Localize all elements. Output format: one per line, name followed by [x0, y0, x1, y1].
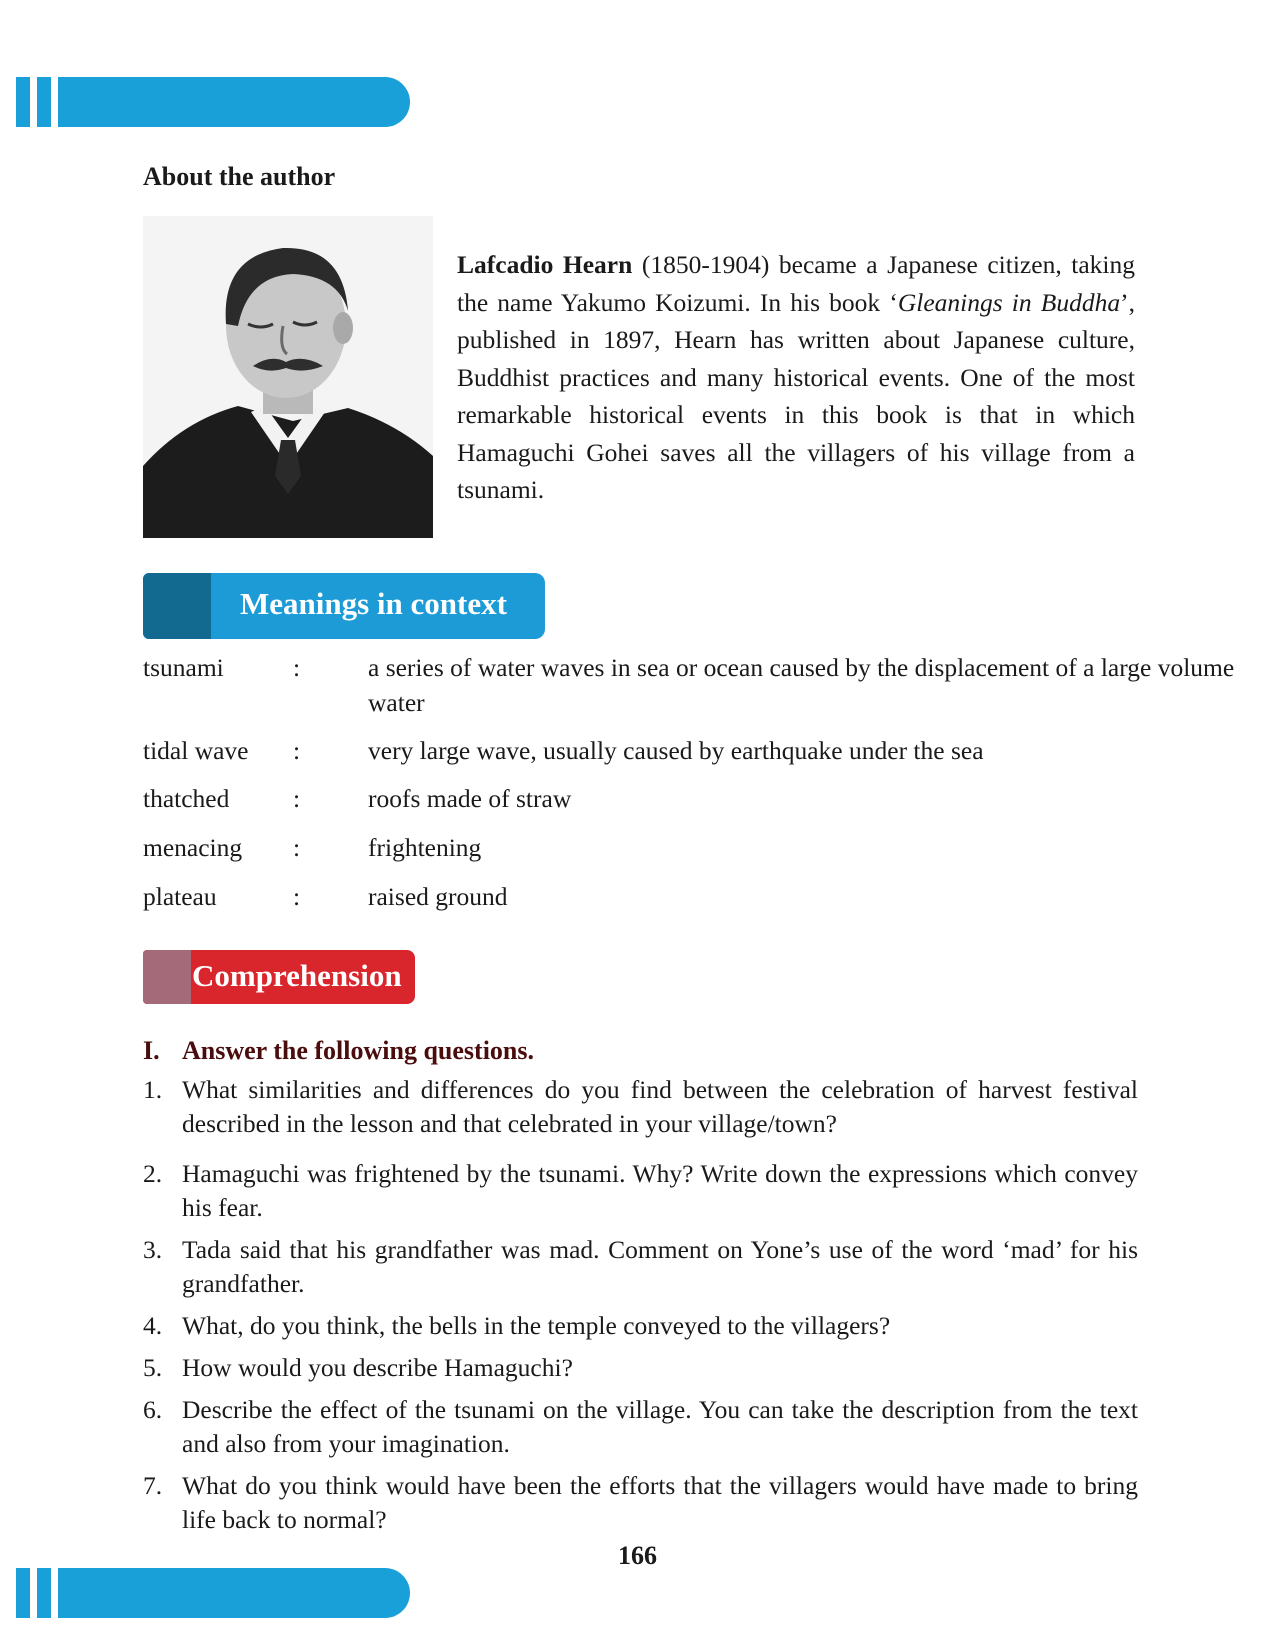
glossary-colon: :	[293, 736, 301, 765]
band-bar	[58, 1568, 410, 1618]
glossary-definition: frightening	[368, 833, 482, 862]
glossary-definition: a series of water waves in sea or ocean caused by the displacement of a large volume water	[368, 653, 1235, 717]
glossary-colon: :	[293, 653, 301, 682]
meanings-in-context-banner	[143, 573, 545, 639]
comprehension-banner	[143, 950, 415, 1004]
banner-accent	[143, 950, 191, 1004]
question-text: What similarities and differences do you find between the celebration of harvest festival described in the lesson and that celebrated in your village/town?	[182, 1075, 1138, 1138]
glossary-colon: :	[293, 882, 301, 911]
band-stripe	[16, 77, 30, 127]
bottom-decorative-band	[0, 1568, 410, 1618]
glossary-definition: very large wave, usually caused by earthquake under the sea	[368, 736, 984, 765]
glossary-definition: roofs made of straw	[368, 784, 572, 813]
author-portrait-icon	[143, 216, 433, 538]
section-number: I.	[143, 1036, 160, 1065]
question-number: 7.	[143, 1471, 163, 1500]
question-number: 1.	[143, 1075, 163, 1104]
author-biography	[457, 246, 1135, 509]
top-decorative-band	[0, 77, 410, 127]
bio-text: (1850-1904) became a Japanese citizen, taking the name Yakumo Koizumi. In his book ‘	[457, 250, 1135, 317]
about-author-heading: About the author	[143, 162, 336, 191]
question-number: 5.	[143, 1353, 163, 1382]
glossary-definition: raised ground	[368, 882, 508, 911]
question-text: What, do you think, the bells in the temple conveyed to the villagers?	[182, 1311, 891, 1340]
glossary-term: tidal wave	[143, 736, 249, 765]
question-number: 2.	[143, 1159, 163, 1188]
question-text: Tada said that his grandfather was mad. Comment on Yone’s use of the word ‘mad’ for his grandfather.	[182, 1235, 1138, 1298]
question-text: Hamaguchi was frightened by the tsunami. Why? Write down the expressions which convey his fear.	[182, 1159, 1138, 1222]
band-stripe	[37, 77, 51, 127]
glossary-term: tsunami	[143, 653, 224, 682]
question-number: 6.	[143, 1395, 163, 1424]
question-text: How would you describe Hamaguchi?	[182, 1353, 573, 1382]
glossary-term: menacing	[143, 833, 243, 862]
glossary-term: plateau	[143, 882, 217, 911]
band-stripe	[16, 1568, 30, 1618]
question-number: 3.	[143, 1235, 163, 1264]
book-title: Gleanings in Buddha	[897, 287, 1121, 317]
author-name: Lafcadio Hearn	[457, 250, 633, 279]
page-number: 166	[618, 1541, 657, 1570]
section-title: Answer the following questions.	[182, 1036, 535, 1065]
meanings-heading: Meanings in context	[240, 586, 507, 621]
question-number: 4.	[143, 1311, 163, 1340]
band-stripe	[37, 1568, 51, 1618]
bio-text: ’, published in 1897, Hearn has written about Japanese culture, Buddhist practices and many historical events. One of the most remarkable historical events in this book is that in which Hamaguchi Gohei saves all the villagers of his village from a tsunami.	[457, 287, 1135, 504]
glossary-colon: :	[293, 784, 301, 813]
comprehension-heading: Comprehension	[192, 958, 402, 993]
question-text: What do you think would have been the efforts that the villagers would have made to bring life back to normal?	[182, 1471, 1138, 1534]
banner-accent	[143, 573, 211, 639]
question-text: Describe the effect of the tsunami on the village. You can take the description from the text and also from your imagination.	[182, 1395, 1138, 1458]
band-bar	[58, 77, 410, 127]
glossary-term: thatched	[143, 784, 230, 813]
glossary-colon: :	[293, 833, 301, 862]
